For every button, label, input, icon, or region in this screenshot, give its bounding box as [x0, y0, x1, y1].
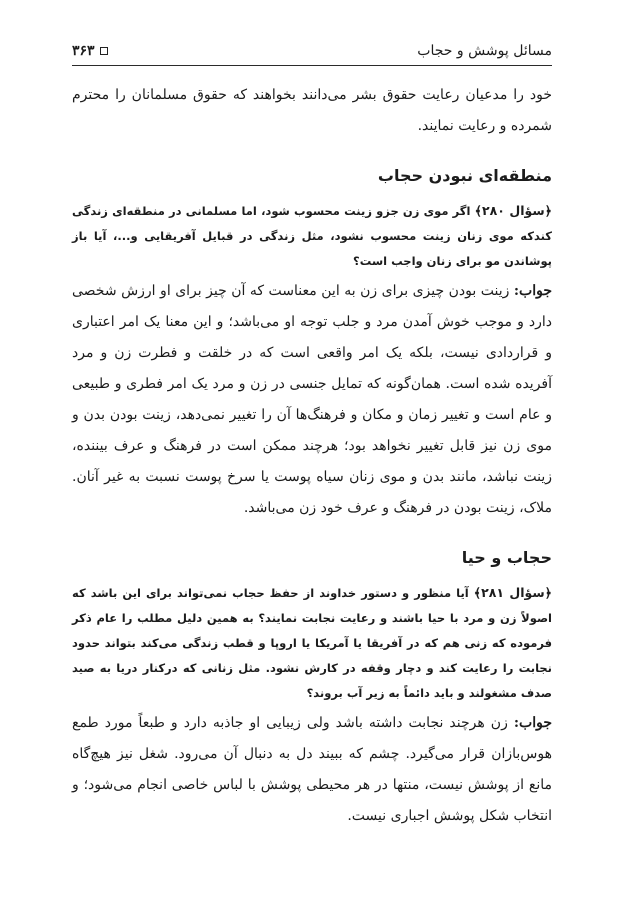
question-281-label: ﴿سؤال ۲۸۱﴾ [473, 585, 553, 600]
question-281-text: آیا منظور و دستور خداوند از حفظ حجاب نمی‌تواند برای این باشد که اصولاً زن و مرد با حیا باشند و رعایت نجابت نمایند؟ به همین دلیل مطلب را عام ذکر فرموده که زنی هم که در آفریقا یا آمریکا یا اروپا و قطب زندگی می‌کند بتواند حدود نجابت را رعایت کند و دچار وقفه در کارش نشود. مثل زنانی که درکنار دریا به صید صدف مشغولند و باید دائماً به زیر آب بروند؟ [72, 586, 552, 700]
answer-280-text: زینت بودن چیزی برای زن به این معناست که آن چیز برای او ارزش شخصی دارد و موجب خوش آمدن مرد و جلب توجه او می‌باشد؛ و این معنا یک امر اعتباری و قراردادی نیست، بلکه یک امر واقعی است که در خلقت و فطرت زن و مرد آفریده شده است. همان‌گونه که تمایل جنسی در زن و مرد یک امر فطری و طبیعی و عام است و تغییر زمان و مکان و فرهنگ‌ها آن را تغییر نمی‌دهد، زینت بودن بدن و موی زن نیز قابل تغییر نخواهد بود؛ هرچند ممکن است در فرهنگ و عرف بیننده، زینت نباشد، مانند بدن و موی زنان سیاه پوست یا سرخ پوست نسبت به غیر آنان. ملاک، زینت بودن در فرهنگ و عرف خود زن می‌باشد. [72, 283, 552, 516]
running-header [72, 30, 552, 66]
page-number-block [72, 43, 108, 59]
chapter-title: مسائل پوشش و حجاب [417, 43, 552, 59]
answer-281-text: زن هرچند نجابت داشته باشد ولی زیبایی او جاذبه دارد و طبعاً مورد طمع هوس‌بازان قرار می‌گیرد. چشم که ببیند دل به دنبال آن می‌رود. شغل نیز هیچ‌گاه مانع از پوشش نیست، منتها در هر محیطی پوشش با لباس خاصی انجام می‌شود؛ و انتخاب شکل پوشش اجباری نیست. [72, 715, 552, 824]
answer-280 [72, 276, 552, 524]
question-280 [72, 198, 552, 274]
answer-280-label: جواب: [513, 283, 553, 299]
page-content [72, 80, 552, 832]
answer-281-label: جواب: [513, 715, 552, 731]
section-heading-hijab-and-modesty: حجاب و حیا [461, 548, 552, 567]
question-281 [72, 580, 552, 706]
question-280-label: ﴿سؤال ۲۸۰﴾ [474, 203, 552, 218]
section-heading-regional-hijab: منطقه‌ای نبودن حجاب [377, 166, 552, 185]
page-number: ۳۶۳ [72, 43, 95, 59]
question-280-text: اگر موی زن جزو زینت محسوب شود، اما مسلمانی در منطقه‌ای زندگی کندکه موی زنان زینت محسوب نشود، مثل زندگی در قبایل آفریقایی و...، آیا باز پوشاندن مو برای زنان واجب است؟ [72, 204, 552, 268]
answer-281 [72, 708, 552, 832]
intro-paragraph: خود را مدعیان رعایت حقوق بشر می‌دانند بخواهند که حقوق مسلمانان را محترم شمرده و رعایت نمایند. [72, 87, 552, 134]
square-box-icon [100, 47, 108, 55]
